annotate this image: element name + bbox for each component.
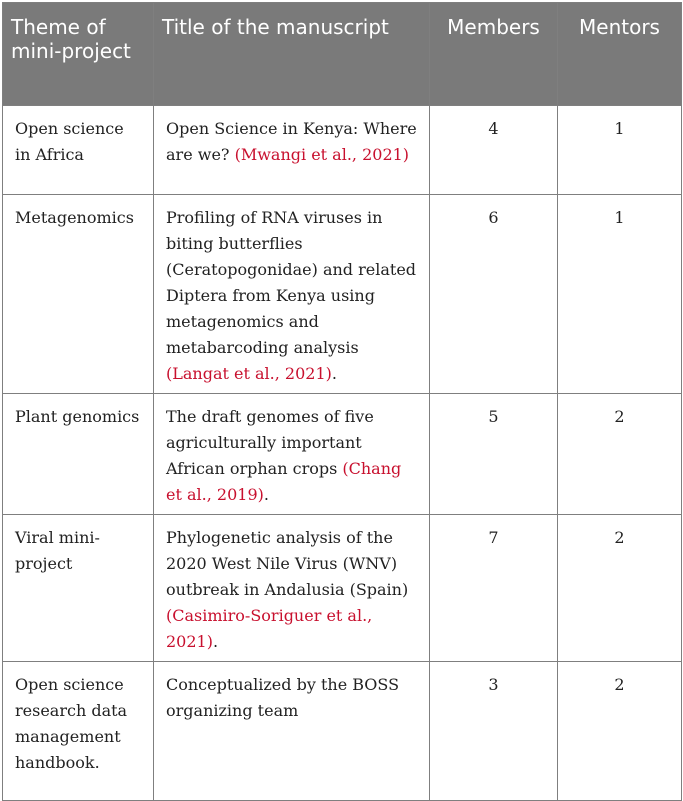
title-cell	[154, 515, 430, 662]
mentors-cell: 1	[558, 106, 682, 195]
header-mentors: Mentors	[558, 3, 682, 106]
title-text: Phylogenetic analysis of the 2020 West Nile Virus (WNV) outbreak in Andalusia (Spain)	[166, 528, 409, 599]
title-text: The draft genomes of five agriculturally important African orphan crops	[166, 407, 374, 478]
members-cell: 6	[430, 195, 558, 394]
table-row	[3, 515, 682, 662]
table-row	[3, 662, 682, 801]
members-cell: 7	[430, 515, 558, 662]
title-cell	[154, 662, 430, 801]
mentors-cell: 1	[558, 195, 682, 394]
citation-link[interactable]: (Mwangi et al., 2021)	[234, 145, 410, 164]
mentors-cell: 2	[558, 515, 682, 662]
theme-cell: Open science research data management handbook.	[3, 662, 154, 801]
members-cell: 3	[430, 662, 558, 801]
theme-cell: Plant genomics	[3, 394, 154, 515]
title-text: Profiling of RNA viruses in biting butterflies (Ceratopogonidae) and related Diptera from Kenya using metagenomics and metabarcoding analysis	[166, 208, 417, 357]
title-text: Open Science in Kenya: Where are we?	[166, 119, 417, 164]
title-cell	[154, 195, 430, 394]
title-suffix: .	[331, 364, 337, 383]
table-row	[3, 394, 682, 515]
table-header	[3, 3, 682, 106]
citation-link[interactable]: (Langat et al., 2021)	[166, 364, 332, 383]
mentors-cell: 2	[558, 394, 682, 515]
table-body	[3, 106, 682, 801]
members-cell: 5	[430, 394, 558, 515]
title-cell	[154, 106, 430, 195]
theme-cell: Viral mini-project	[3, 515, 154, 662]
table-row	[3, 195, 682, 394]
title-suffix: .	[212, 632, 219, 651]
header-row	[3, 3, 682, 106]
theme-cell: Open science in Africa	[3, 106, 154, 195]
citation-link[interactable]: (Chang et al., 2019)	[166, 459, 402, 504]
header-theme: Theme of mini-project	[3, 3, 154, 106]
title-text: Conceptualized by the BOSS organizing team	[166, 675, 400, 720]
title-suffix: .	[263, 485, 269, 504]
citation-link[interactable]: (Casimiro-Soriguer et al., 2021)	[166, 606, 373, 651]
table-row	[3, 106, 682, 195]
mentors-cell: 2	[558, 662, 682, 801]
members-cell: 4	[430, 106, 558, 195]
header-title: Title of the manuscript	[154, 3, 430, 106]
mini-project-table	[2, 2, 682, 801]
title-cell	[154, 394, 430, 515]
theme-cell: Metagenomics	[3, 195, 154, 394]
header-members: Members	[430, 3, 558, 106]
